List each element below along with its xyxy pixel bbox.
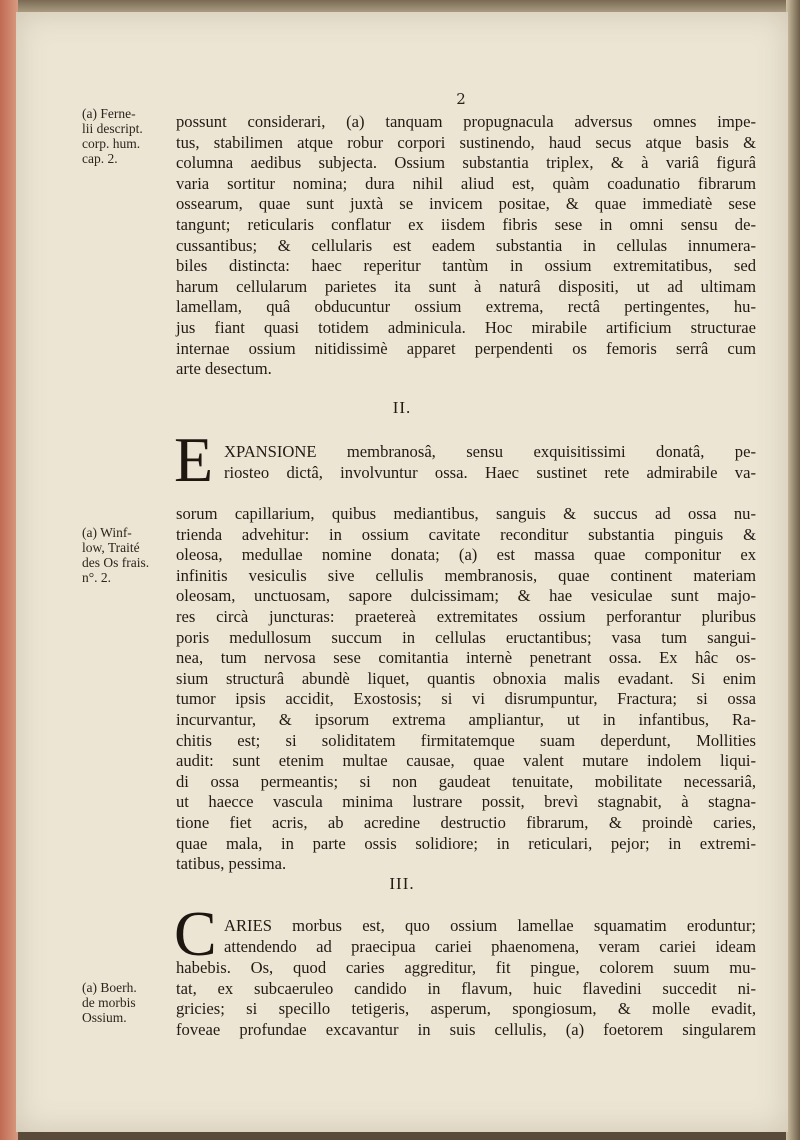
text-line: tione fiet acris, ab acredine destructio fibrarum, & proindè caries, (176, 812, 756, 832)
text-line: riosteo dictâ, involvuntur ossa. Haec sustinet rete admirabile va- (224, 462, 756, 482)
section-3-dropcap: C (174, 898, 217, 969)
section-3-heading: III. (389, 874, 415, 893)
text-line: poris medullosum succum in cellulas eructantibus; vasa tum sangui- (176, 627, 756, 647)
margin-note-line: n°. 2. (82, 570, 112, 585)
section-2-dropcap: E (174, 424, 214, 495)
margin-note-fernelius (82, 106, 176, 166)
section-2-heading: II. (392, 398, 412, 417)
margin-note-winslow (82, 525, 176, 585)
margin-note-line: low, Traité (82, 540, 140, 555)
text-line: columna aedibus subjecta. Ossium substantia triplex, & à variâ figurâ (176, 153, 756, 173)
section-1-paragraph (176, 112, 756, 380)
text-line: chitis est; si soliditatem firmitatemque suam deperdunt, Mollities (176, 730, 756, 750)
section-2-opening-lines (224, 442, 756, 483)
text-line: trienda advehitur: in ossium cavitate reconditur substantia pinguis & (176, 524, 756, 544)
section-2-paragraph (176, 504, 756, 875)
text-line: ossearum, quae sunt juxtà se invicem positae, & quae immediatè sese (176, 194, 756, 214)
text-line: lamellam, quâ obducuntur ossium extrema, rectâ pertingentes, hu- (176, 297, 756, 317)
text-line: quae mala, in parte ossis solidiore; in reticulari, pejor; in extremi- (176, 833, 756, 853)
text-line: gricies; si specillo tetigeris, asperum, spongiosum, & molle evadit, (176, 999, 756, 1019)
text-line: cussantibus; & cellularis est eadem substantia in cellulas innumera- (176, 235, 756, 255)
text-line: tangunt; reticularis conflatur ex iisdem fibris sese in omni sensu de- (176, 214, 756, 234)
section-3-opening-lines (224, 916, 756, 957)
text-line: varia sortitur nomina; dura nihil aliud est, quàm coadunatio fibrarum (176, 173, 756, 193)
text-line: audit: sunt etenim multae causae, quae valent mutare indolem liqui- (176, 751, 756, 771)
book-fore-edge (786, 0, 800, 1140)
text-line: tumor ipsis accidit, Exostosis; si vi disrumpuntur, Fractura; si ossa (176, 689, 756, 709)
text-line: res circà juncturas: praetereà extremitates ossium perforantur pluribus (176, 606, 756, 626)
text-line: tat, ex subcaeruleo candido in flavum, huic flavedini succedit ni- (176, 978, 756, 998)
text-line: nea, tum nervosa sese comitantia internè penetrant ossa. Ex hâc os- (176, 648, 756, 668)
text-line: oleosa, medullae nomine donata; (a) est massa quae componitur ex (176, 545, 756, 565)
text-line: internae ossium nitidissimè apparet perpendenti os femoris serrâ cum (176, 338, 756, 358)
margin-note-line: (a) Ferne- (82, 106, 136, 121)
margin-note-boerhaave (82, 980, 176, 1025)
text-line: di ossa permeantis; si non gaudeat tenuitate, mobilitate necessariâ, (176, 771, 756, 791)
margin-note-line: cap. 2. (82, 151, 118, 166)
text-line: habebis. Os, quod caries aggreditur, fit pingue, colorem suum mu- (176, 958, 756, 977)
text-line: possunt considerari, (a) tanquam propugnacula adversus omnes impe- (176, 112, 756, 131)
text-line: infinitis vesiculis sive cellulis membranosis, quae continent materiam (176, 565, 756, 585)
margin-note-line: (a) Winf- (82, 525, 132, 540)
text-line: jus fiant quasi totidem adminicula. Hoc mirabile artificium structurae (176, 317, 756, 337)
page-number: 2 (456, 90, 466, 108)
text-line: foveae profundae excavantur in suis cellulis, (a) foetorem singularem (176, 1019, 756, 1039)
text-line: tus, stabilimen atque robur corpori sustinendo, haud secus atque basis & (176, 132, 756, 152)
text-line: oleosam, unctuosam, sapore dulcissimam; & hae vesiculae sunt majo- (176, 586, 756, 606)
margin-note-line: (a) Boerh. (82, 980, 137, 995)
margin-note-line: lii descript. (82, 121, 143, 136)
text-line: biles distincta: haec reperitur tantùm in ossium extremitatibus, sed (176, 256, 756, 276)
text-line: arte desectum. (176, 359, 272, 379)
text-line: incurvantur, & ipsorum extrema ampliantur, ut in infantibus, Ra- (176, 709, 756, 729)
section-3-paragraph (176, 958, 756, 1040)
text-line: attendendo ad praecipua cariei phaenomena, veram cariei ideam (224, 936, 756, 956)
text-line: harum cellularum parietes ita sunt à naturâ dispositi, ut ad ultimam (176, 276, 756, 296)
text-line: ARIES morbus est, quo ossium lamellae squamatim eroduntur; (224, 916, 756, 935)
text-line: ut haecce vascula minima lustrare possit, brevì stagnabit, à stagna- (176, 792, 756, 812)
book-page (16, 12, 788, 1132)
text-line: sorum capillarium, quibus mediantibus, sanguis & succus ad ossa nu- (176, 504, 756, 523)
margin-note-line: corp. hum. (82, 136, 141, 151)
margin-note-line: Ossium. (82, 1010, 127, 1025)
margin-note-line: de morbis (82, 995, 136, 1010)
text-line: XPANSIONE membranosâ, sensu exquisitissimi donatâ, pe- (224, 442, 756, 461)
text-line: tatibus, pessima. (176, 854, 287, 874)
margin-note-line: des Os frais. (82, 555, 150, 570)
text-line: sium structurâ abundè liquet, quantis obnoxia malis evadant. Si enim (176, 668, 756, 688)
